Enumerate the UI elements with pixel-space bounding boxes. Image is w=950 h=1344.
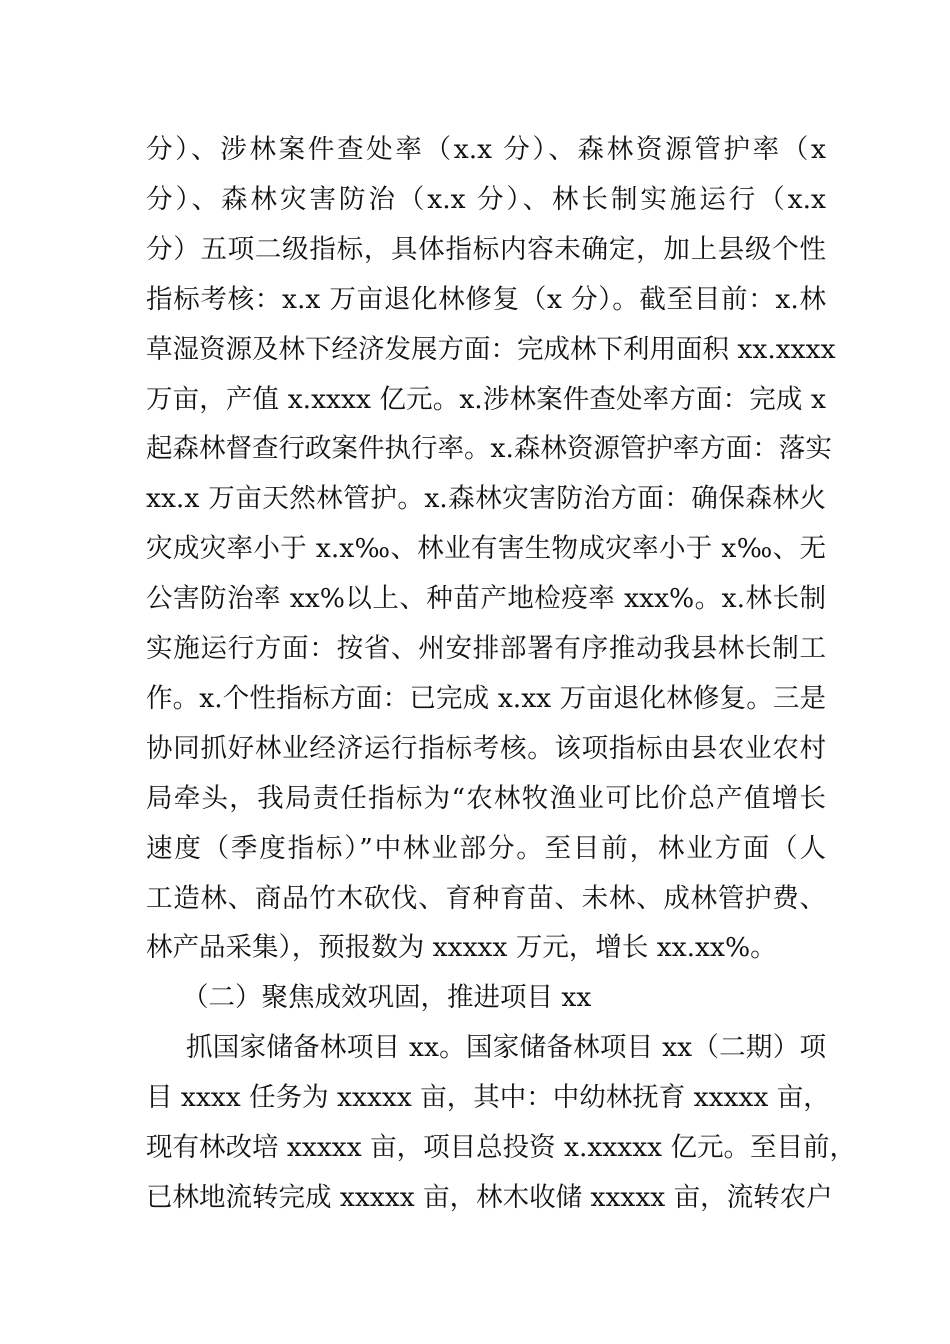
text-line: 已林地流转完成 xxxxx 亩，林木收储 xxxxx 亩，流转农户	[146, 1182, 833, 1213]
text-line: 分）五项二级指标，具体指标内容未确定，加上县级个性	[146, 234, 826, 265]
text-line: 分）、涉林案件查处率（x.x 分）、森林资源管护率（x	[146, 134, 826, 165]
text-line: 灾成灾率小于 x.x‰、林业有害生物成灾率小于 x‰、无	[146, 533, 826, 564]
text-line: 实施运行方面：按省、州安排部署有序推动我县林长制工	[146, 633, 826, 664]
text-line: 万亩，产值 x.xxxx 亿元。x.涉林案件查处率方面：完成 x	[146, 384, 826, 415]
section-heading: （二）聚焦成效巩固，推进项目 xx	[182, 982, 592, 1013]
text-line: 草湿资源及林下经济发展方面：完成林下利用面积 xx.xxxx	[146, 334, 836, 365]
text-line: 作。x.个性指标方面：已完成 x.xx 万亩退化林修复。三是	[146, 683, 826, 714]
text-line: 分）、森林灾害防治（x.x 分）、林长制实施运行（x.x	[146, 184, 826, 215]
text-line: 局牵头，我局责任指标为“农林牧渔业可比价总产值增长	[146, 783, 826, 814]
text-line: 林产品采集），预报数为 xxxxx 万元，增长 xx.xx%。	[146, 932, 777, 963]
text-line: 速度（季度指标）”中林业部分。至目前，林业方面（人	[146, 833, 826, 864]
text-line: 工造林、商品竹木砍伐、育种育苗、未林、成林管护费、	[146, 883, 826, 914]
text-line: 协同抓好林业经济运行指标考核。该项指标由县农业农村	[146, 733, 826, 764]
text-line: 指标考核：x.x 万亩退化林修复（x 分）。截至目前：x.林	[146, 284, 826, 315]
text-line: xx.x 万亩天然林管护。x.森林灾害防治方面：确保森林火	[146, 483, 826, 514]
text-line: 抓国家储备林项目 xx。国家储备林项目 xx（二期）项	[186, 1032, 826, 1063]
text-line: 起森林督查行政案件执行率。x.森林资源管护率方面：落实	[146, 433, 832, 464]
text-line: 公害防治率 xx%以上、种苗产地检疫率 xxx%。x.林长制	[146, 583, 826, 614]
text-line: 目 xxxx 任务为 xxxxx 亩，其中：中幼林抚育 xxxxx 亩，	[146, 1082, 830, 1113]
text-line: 现有林改培 xxxxx 亩，项目总投资 x.xxxxx 亿元。至目前，	[146, 1132, 857, 1163]
